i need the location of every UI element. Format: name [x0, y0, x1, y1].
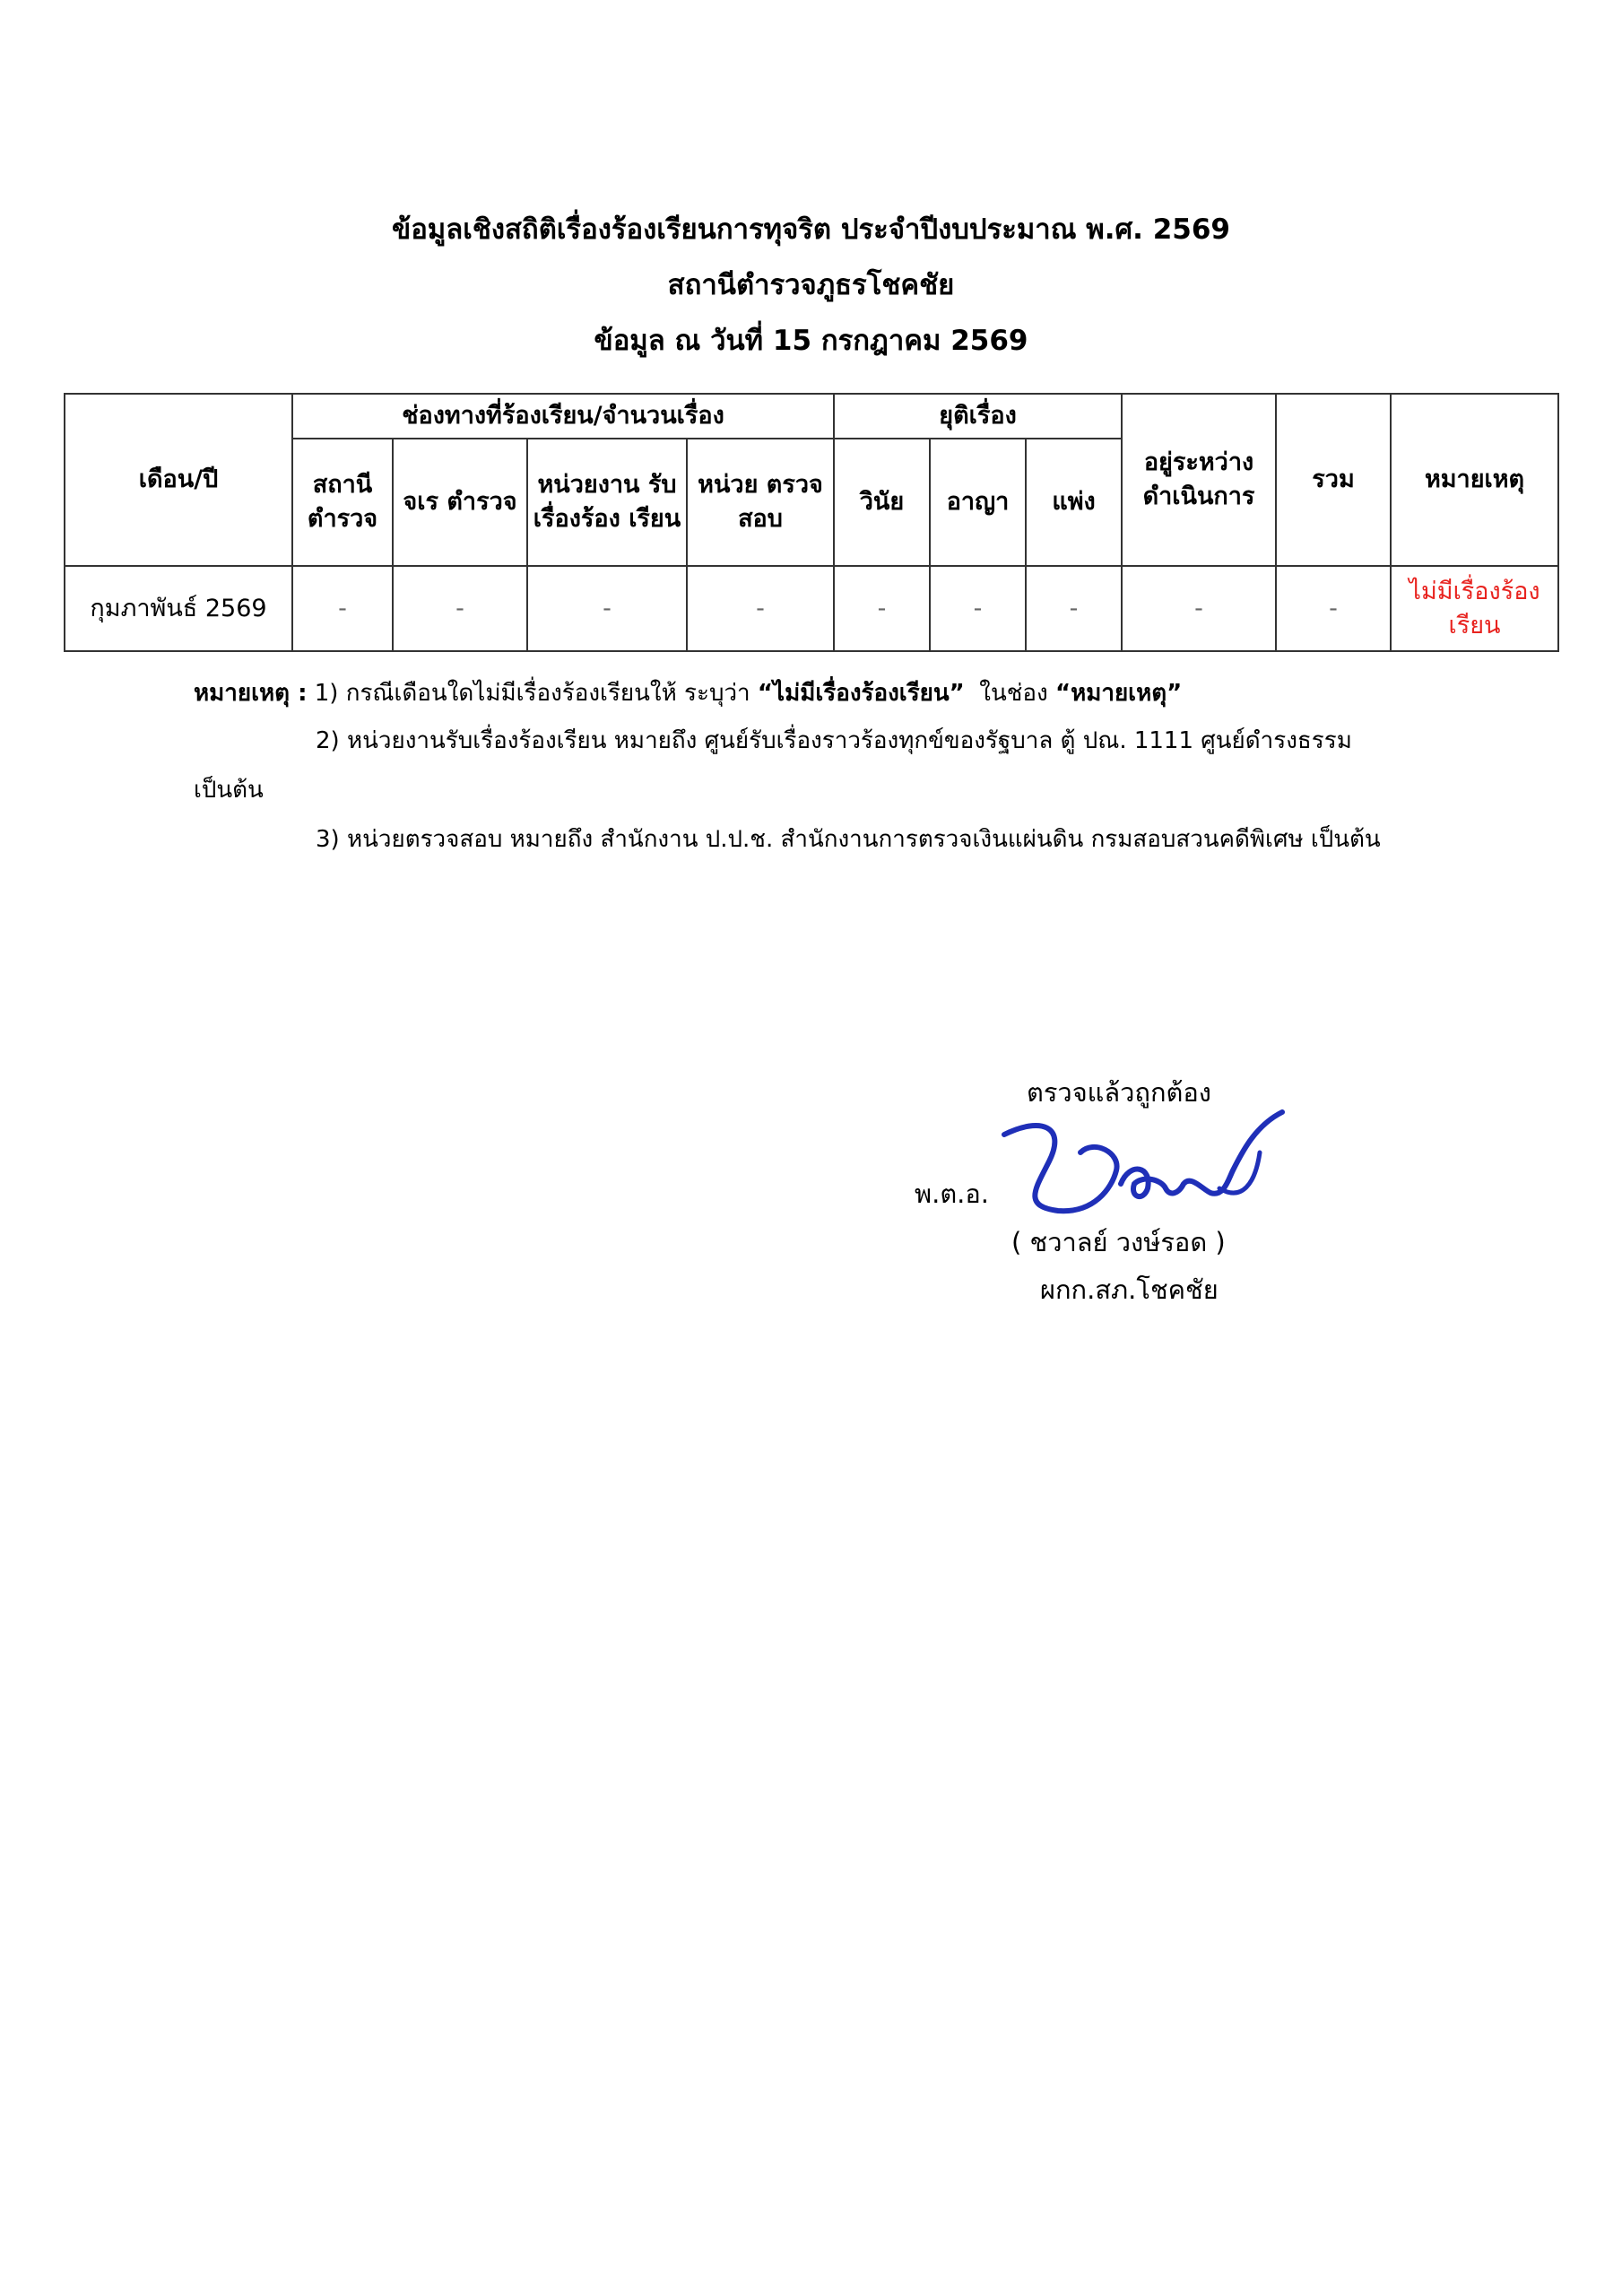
subheader-civil: แพ่ง	[1026, 439, 1122, 566]
table-header-row	[65, 394, 1558, 439]
header-total: รวม	[1276, 394, 1391, 566]
cell-civil: -	[1026, 566, 1122, 651]
table-row	[65, 566, 1558, 651]
cell-total: -	[1276, 566, 1391, 651]
notes-label: หมายเหตุ :	[194, 680, 308, 707]
cell-receiving-agency: -	[527, 566, 687, 651]
note-2: 2) หน่วยงานรับเรื่องร้องเรียน หมายถึง ศูนย์รับเรื่องราวร้องทุกข์ของรัฐบาล ตู้ ปณ. 1111 ศูนย์ดำรงธรรม	[316, 727, 1352, 754]
document-title	[0, 202, 1622, 369]
title-line-2: สถานีตำรวจภูธรโชคชัย	[667, 269, 955, 301]
statistics-table	[64, 393, 1559, 652]
signer-rank: พ.ต.อ.	[915, 1178, 990, 1209]
note-1-bold-phrase: “ไม่มีเรื่องร้องเรียน”	[757, 680, 965, 707]
subheader-discipline: วินัย	[834, 439, 930, 566]
subheader-audit-agency: หน่วย ตรวจสอบ	[687, 439, 834, 566]
note-3: 3) หน่วยตรวจสอบ หมายถึง สำนักงาน ป.ป.ช. สำนักงานการตรวจเงินแผ่นดิน กรมสอบสวนคดีพิเศษ เป็นต้น	[316, 826, 1381, 853]
cell-discipline: -	[834, 566, 930, 651]
header-terminated: ยุติเรื่อง	[834, 394, 1122, 439]
verified-label: ตรวจแล้วถูกต้อง	[1027, 1077, 1211, 1108]
cell-in-progress: -	[1122, 566, 1276, 651]
note-2-continuation: เป็นต้น	[194, 777, 264, 804]
header-in-progress: อยู่ระหว่าง ดำเนินการ	[1122, 394, 1276, 566]
signer-name: ( ชวาลย์ วงษ์รอด )	[1011, 1227, 1226, 1257]
subheader-patrol: จเร ตำรวจ	[393, 439, 527, 566]
title-line-1: ข้อมูลเชิงสถิติเรื่องร้องเรียนการทุจริต ประจำปีงบประมาณ พ.ศ. 2569	[392, 213, 1230, 246]
cell-criminal: -	[930, 566, 1026, 651]
header-month: เดือน/ปี	[65, 394, 292, 566]
cell-audit-agency: -	[687, 566, 834, 651]
header-channels: ช่องทางที่ร้องเรียน/จำนวนเรื่อง	[292, 394, 834, 439]
cell-station: -	[292, 566, 393, 651]
handwritten-signature	[986, 1099, 1309, 1224]
signer-position: ผกก.สภ.โชคชัย	[1040, 1274, 1219, 1305]
subheader-station: สถานี ตำรวจ	[292, 439, 393, 566]
note-1	[194, 674, 1182, 711]
note-1-bold-remark: “หมายเหตุ”	[1054, 680, 1183, 707]
header-remarks: หมายเหตุ	[1391, 394, 1558, 566]
cell-remark: ไม่มีเรื่องร้อง เรียน	[1391, 566, 1558, 651]
title-line-3: ข้อมูล ณ วันที่ 15 กรกฎาคม 2569	[594, 325, 1028, 357]
cell-month: กุมภาพันธ์ 2569	[65, 566, 292, 651]
subheader-receiving-agency: หน่วยงาน รับเรื่องร้อง เรียน	[527, 439, 687, 566]
subheader-criminal: อาญา	[930, 439, 1026, 566]
cell-patrol: -	[393, 566, 527, 651]
note-1-text: 1) กรณีเดือนใดไม่มีเรื่องร้องเรียนให้ ระบุว่า	[314, 680, 750, 707]
note-1-mid-text: ในช่อง	[979, 680, 1048, 707]
